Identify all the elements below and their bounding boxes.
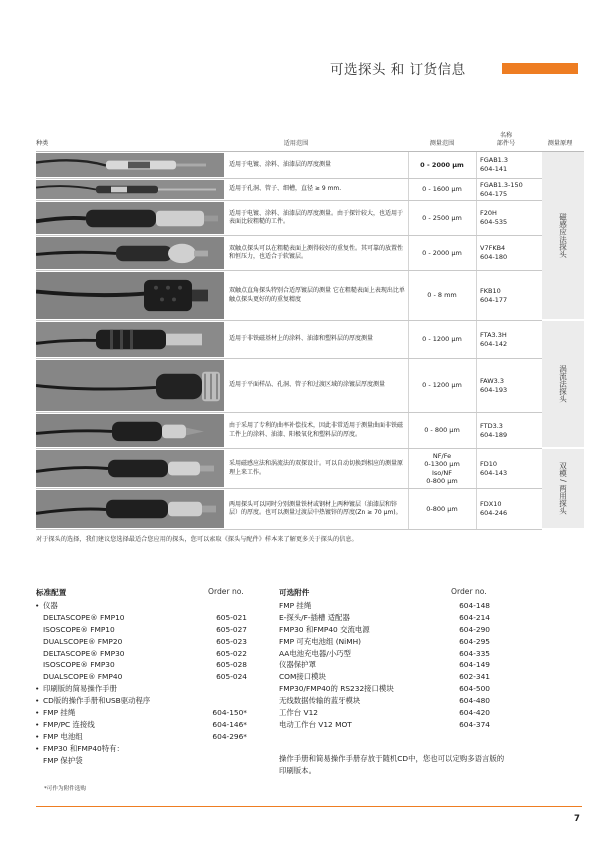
item-name: FMP 挂绳 bbox=[43, 708, 76, 718]
item-name: COM接口模块 bbox=[279, 672, 326, 682]
footer-rule bbox=[36, 806, 582, 807]
item-order-no: 604-290 bbox=[459, 624, 490, 634]
item-name: FMP30 和FMP40特有： bbox=[43, 743, 124, 753]
item-name: AA电池充电器/小巧型 bbox=[279, 648, 351, 658]
row-part: FAW3.3 604-193 bbox=[480, 376, 508, 394]
page-number: 7 bbox=[574, 814, 580, 824]
list-item bbox=[36, 600, 247, 612]
list-item bbox=[36, 683, 247, 695]
table-row bbox=[36, 413, 542, 449]
col-principle: 测量原理 bbox=[547, 140, 573, 147]
row-range: 0 - 1600 µm bbox=[422, 185, 462, 194]
item-name: 仪器保护罩 bbox=[279, 660, 316, 670]
table-row bbox=[36, 179, 542, 201]
list-item bbox=[36, 612, 247, 624]
item-name: FMP 可充电池组 (NiMH) bbox=[279, 636, 362, 646]
table-row bbox=[36, 489, 542, 530]
row-part: FTA3.3H 604-142 bbox=[480, 330, 508, 348]
item-name: 仪器 bbox=[43, 601, 58, 610]
row-part: V7FKB4 604-180 bbox=[480, 244, 508, 261]
probe-photo bbox=[36, 450, 224, 487]
table-row bbox=[36, 271, 542, 321]
table-row bbox=[36, 201, 542, 236]
item-name: DELTASCOPE® FMP10 bbox=[43, 612, 125, 622]
row-description: 适用于孔洞、管子、细槽，直径 ≥ 9 mm. bbox=[229, 185, 342, 193]
page-title: 可选探头 和 订货信息 bbox=[330, 62, 466, 78]
item-order-no: 604-374 bbox=[459, 719, 490, 729]
optional-note: 操作手册和简易操作手册存放于随机CD中，您也可以定购多语言版的印刷版本。 bbox=[279, 754, 505, 775]
list-item bbox=[279, 683, 490, 695]
row-part: F20H 604-535 bbox=[480, 209, 508, 226]
item-name: FMP 挂绳 bbox=[279, 601, 312, 610]
optional-list bbox=[279, 600, 490, 731]
item-name: 电动工作台 V12 MOT bbox=[279, 719, 352, 729]
col-part: 名称 部件号 bbox=[496, 132, 516, 147]
optional-title: 可选附件 bbox=[279, 588, 310, 597]
header-accent-bar bbox=[502, 63, 578, 74]
list-item bbox=[36, 659, 247, 671]
list-item bbox=[36, 671, 247, 683]
row-part: FKB10 604-177 bbox=[480, 286, 508, 304]
table-row bbox=[36, 359, 542, 413]
item-name: CD版的操作手册和USB驱动程序 bbox=[43, 696, 151, 706]
row-description: 双触点探头可以在粗糙表面上测得较好的重复性。其可靠的放置性和恒压力，也适合于软镀层。 bbox=[229, 244, 404, 260]
table-header bbox=[36, 130, 584, 152]
probe-photo bbox=[36, 272, 224, 319]
list-item bbox=[279, 600, 490, 612]
item-order-no: 604-480 bbox=[459, 696, 490, 706]
item-order-no: 604-148 bbox=[459, 601, 490, 610]
item-order-no: 604-295 bbox=[459, 636, 490, 646]
row-part: FGAB1.3-150 604-175 bbox=[480, 180, 523, 198]
item-order-no: 605-022 bbox=[216, 648, 247, 658]
row-part: FTD3.3 604-189 bbox=[480, 421, 508, 439]
item-order-no: 604-500 bbox=[459, 684, 490, 694]
table-row bbox=[36, 152, 542, 179]
probe-photo bbox=[36, 360, 224, 411]
list-item bbox=[36, 719, 247, 731]
item-name: DUALSCOPE® FMP20 bbox=[43, 636, 123, 646]
list-item bbox=[279, 707, 490, 719]
row-range: 0 - 2500 µm bbox=[422, 213, 462, 222]
standard-title: 标准配置 bbox=[36, 588, 67, 597]
item-order-no: 604-214 bbox=[459, 612, 490, 622]
row-description: 适用于电镀、涂料、油漆层的厚度测量 bbox=[229, 160, 332, 168]
item-order-no: 605-027 bbox=[216, 624, 247, 634]
row-range: NF/Fe 0-1300 µm Iso/NF 0-800 µm bbox=[424, 451, 460, 485]
row-part: FD10 604-143 bbox=[480, 459, 508, 477]
col-type: 种类 bbox=[36, 140, 49, 147]
probe-selection-note: 对于探头的选择，我们建议您选择最适合您应用的探头，您可以索取《探头与配件》样本来了解更多关于探头的信息。 bbox=[36, 536, 358, 543]
item-order-no: 605-023 bbox=[216, 636, 247, 646]
list-item bbox=[279, 624, 490, 636]
item-order-no: 604-335 bbox=[459, 648, 490, 658]
item-name: FMP 保护袋 bbox=[43, 755, 83, 765]
item-order-no: 604-150* bbox=[212, 708, 247, 718]
probe-photo bbox=[36, 414, 224, 447]
list-item bbox=[279, 612, 490, 624]
item-order-no: 605-024 bbox=[216, 672, 247, 682]
row-description: 采用磁感应法和涡流法的双探设计。可以自动切换到相应的测量原理上来工作。 bbox=[229, 460, 404, 476]
list-item bbox=[279, 648, 490, 660]
row-description: 两用探头可以同时分别测量铁材或钢材上两种镀层（油漆层和锌层）的厚度。也可以测量过渡层中热镀锌的厚度(Zn ≥ 70 µm)。 bbox=[229, 500, 402, 516]
probe-photo bbox=[36, 202, 224, 234]
principle-magnetic: 磁感应法探头 bbox=[542, 152, 584, 321]
row-description: 适用于平面样品、孔洞、管子和过渡区域的涂镀层厚度测量 bbox=[229, 381, 386, 389]
probe-photo bbox=[36, 180, 224, 199]
standard-order-header: Order no. bbox=[208, 587, 244, 596]
item-order-no: 604-420 bbox=[459, 708, 490, 718]
item-name: FMP 电池组 bbox=[43, 731, 83, 741]
list-item bbox=[279, 636, 490, 648]
row-range: 0 - 1200 µm bbox=[422, 335, 462, 344]
list-item bbox=[36, 636, 247, 648]
item-name: DELTASCOPE® FMP30 bbox=[43, 648, 125, 658]
list-item bbox=[36, 731, 247, 743]
standard-footnote: *可作为附件选购 bbox=[44, 786, 86, 792]
row-range: 0 - 1200 µm bbox=[422, 381, 462, 390]
item-order-no: 602-341 bbox=[459, 672, 490, 682]
principle-dual: 双模 / 两用探头 bbox=[542, 449, 584, 530]
item-name: ISOSCOPE® FMP30 bbox=[43, 660, 115, 670]
item-order-no: 604-146* bbox=[212, 719, 247, 729]
list-item bbox=[36, 695, 247, 707]
item-order-no: 605-021 bbox=[216, 612, 247, 622]
item-order-no: 605-028 bbox=[216, 660, 247, 670]
list-item bbox=[279, 695, 490, 707]
item-name: FMP30 和FMP40 交流电源 bbox=[279, 624, 370, 634]
probe-photo bbox=[36, 153, 224, 177]
item-name: ISOSCOPE® FMP10 bbox=[43, 624, 115, 634]
item-name: E-探头/F-插槽 适配器 bbox=[279, 612, 350, 622]
item-order-no: 604-296* bbox=[212, 731, 247, 741]
list-item bbox=[36, 743, 247, 755]
col-application: 适用范围 bbox=[283, 140, 309, 147]
table-row bbox=[36, 321, 542, 359]
list-item bbox=[36, 648, 247, 660]
item-name: FMP/PC 连接线 bbox=[43, 719, 95, 729]
row-part: FGAB1.3 604-141 bbox=[480, 156, 509, 173]
optional-order-header: Order no. bbox=[451, 587, 487, 596]
probe-photo bbox=[36, 237, 224, 269]
item-name: 工作台 V12 bbox=[279, 708, 318, 718]
principle-eddy: 涡流法探头 bbox=[542, 321, 584, 449]
list-item bbox=[36, 624, 247, 636]
list-item bbox=[36, 707, 247, 719]
row-part: FDX10 604-246 bbox=[480, 500, 508, 517]
col-range: 测量范围 bbox=[429, 140, 455, 147]
row-description: 适用于电镀、涂料、油漆层的厚度测量。由于探针较大，也适用于表面比较粗糙的工件。 bbox=[229, 209, 404, 225]
item-name: 印刷版的简易操作手册 bbox=[43, 684, 117, 694]
row-range: 0-800 µm bbox=[426, 504, 458, 513]
table-row bbox=[36, 449, 542, 489]
row-range: 0 - 800 µm bbox=[424, 426, 460, 435]
list-item bbox=[279, 719, 490, 731]
list-item bbox=[279, 671, 490, 683]
standard-list bbox=[36, 600, 247, 766]
probe-photo bbox=[36, 322, 224, 357]
item-name: 无线数据传输的蓝牙模块 bbox=[279, 696, 361, 706]
table-row bbox=[36, 236, 542, 271]
item-order-no: 604-149 bbox=[459, 660, 490, 670]
list-item bbox=[279, 659, 490, 671]
row-range: 0 - 2000 µm bbox=[420, 160, 464, 169]
row-description: 双触点直角探头特别合适厚镀层的测量 它在粗糙表面上表现出比单触点探头更好的的重复精度 bbox=[229, 287, 405, 303]
probe-photo bbox=[36, 490, 224, 528]
item-name: FMP30/FMP40的 RS232接口模块 bbox=[279, 684, 394, 694]
item-name: DUALSCOPE® FMP40 bbox=[43, 672, 123, 682]
row-range: 0 - 8 mm bbox=[427, 291, 457, 300]
list-item bbox=[36, 755, 247, 767]
row-description: 适用于非铁磁基材上的涂料、油漆和塑料层的厚度测量 bbox=[229, 335, 374, 343]
row-range: 0 - 2000 µm bbox=[422, 248, 462, 257]
row-description: 由于采用了专利的曲率补偿技术，因此非常适用于测量曲面非铁磁工件上的涂料、油漆、阳极氧化和塑料层的厚度。 bbox=[229, 422, 404, 438]
